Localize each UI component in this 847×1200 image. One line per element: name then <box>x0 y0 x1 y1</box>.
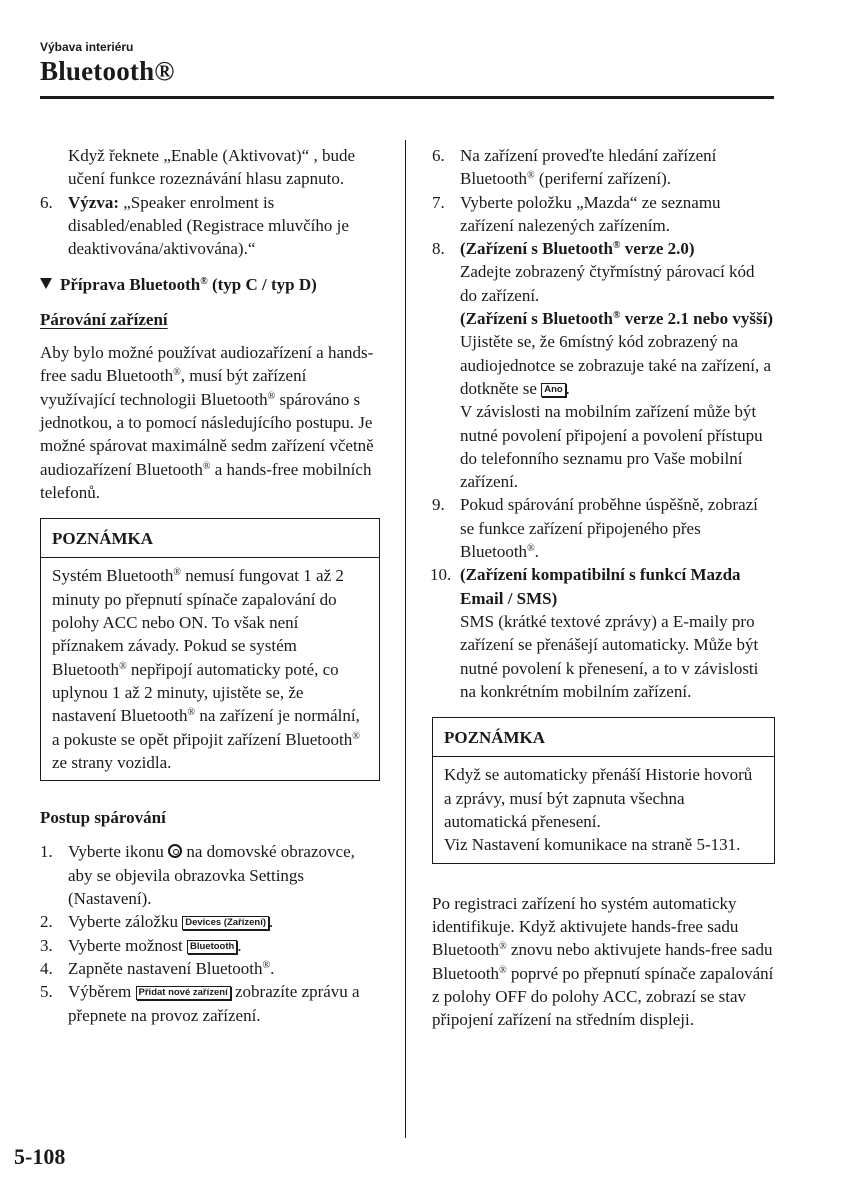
list-item: 10. (Zařízení kompatibilní s funkcí Mazda Email / SMS) SMS (krátké textové zprávy) a E-maily pro zařízení se přenášejí automaticky. Může být nutné povolení k přenesení, a to v závislosti na konkrétním mobilním zařízení. <box>430 565 759 701</box>
list-item: 8. (Zařízení s Bluetooth® verze 2.0) Zadejte zobrazený čtyřmístný párovací kód do zařízení. (Zařízení s Bluetooth® verze 2.1 nebo vyšší) Ujistěte se, že 6místný kód zobrazený na audiojednotce se zobrazuje také na zařízení, a dotkněte se Ano . V závislosti na mobilním zařízení může být nutné povolení připojení a povolení přístupu do telefonního seznamu pro Vaše mobilní zařízení. <box>432 239 773 492</box>
settings-gear-icon <box>168 844 182 858</box>
procedure-steps <box>40 840 380 1026</box>
note-title: POZNÁMKA <box>433 718 774 757</box>
note-body: Systém Bluetooth® nemusí fungovat 1 až 2 minuty po přepnutí spínače zapalování do polohy ACC nebo ON. To však není příznakem závady. Pokud se systém Bluetooth® nepřipojí automaticky poté, co uplynou 1 až 2 minuty, ujistěte se, že nastavení Bluetooth® na zařízení je normální, a pokuste se opět připojit zařízení Bluetooth® ze strany vozidla. <box>52 566 360 772</box>
page-number: 5-108 <box>14 1144 66 1169</box>
version-heading: (Zařízení s Bluetooth® verze 2.0) <box>460 239 695 259</box>
list-item: 5. Výběrem Přidat nové zařízení zobrazíte zprávu a přepnete na provoz zařízení. <box>40 982 360 1025</box>
list-item: 1. Vyberte ikonu na domovské obrazovce, aby se objevila obrazovka Settings (Nastavení). <box>40 842 355 909</box>
list-item: 3. Vyberte možnost Bluetooth . <box>40 935 242 955</box>
note-box <box>432 717 775 863</box>
prompt-text: „Speaker enrolment is disabled/enabled (Registrace mluvčího je deaktivována/aktivována).“ <box>68 192 349 259</box>
email-sms-heading: (Zařízení kompatibilní s funkcí Mazda Email / SMS) <box>460 565 741 608</box>
column-divider <box>405 140 406 1138</box>
step-number: 6. <box>40 192 53 212</box>
devices-tab-button: Devices (Zařízení) <box>182 916 269 930</box>
prompt-label: Výzva: <box>68 192 119 212</box>
pairing-heading: Párování zařízení <box>40 309 168 329</box>
list-item: 6. Na zařízení proveďte hledání zařízení Bluetooth® (periferní zařízení). <box>432 146 717 189</box>
yes-button: Ano <box>541 383 565 397</box>
title-rule <box>40 96 774 99</box>
left-column <box>40 144 380 1027</box>
list-item: 2. Vyberte záložku Devices (Zařízení) . <box>40 912 274 932</box>
section-heading: Příprava Bluetooth® (typ C / typ D) <box>40 273 380 296</box>
note-body: Když se automaticky přenáší Historie hovorů a zprávy, musí být zapnuta všechna automatická přenesení. Viz Nastavení komunikace na straně 5-131. <box>444 765 753 855</box>
pairing-paragraph: Aby bylo možné používat audiozařízení a hands-free sadu Bluetooth®, musí být zařízení využívající technologii Bluetooth® spárováno s jednotkou, a to pomocí následujícího postupu. Je možné spárovat maximálně sedm zařízení včetně audiozařízení Bluetooth® a hands-free mobilních telefonů. <box>40 343 374 502</box>
triangle-down-icon <box>40 278 52 289</box>
note-box <box>40 518 380 781</box>
list-item: 7. Vyberte položku „Mazda“ ze seznamu zařízení nalezených zařízením. <box>432 192 721 235</box>
procedure-heading: Postup spárování <box>40 808 166 828</box>
right-column <box>432 144 775 1031</box>
list-item: 4. Zapněte nastavení Bluetooth®. <box>40 958 275 978</box>
section-label: Výbava interiéru <box>40 40 134 54</box>
voice-step-6 <box>40 191 380 261</box>
step-5-continuation: Když řeknete „Enable (Aktivovat)“ , bude učení funkce rozeznávání hlasu zapnuto. <box>68 146 355 189</box>
note-title: POZNÁMKA <box>41 519 379 558</box>
add-device-button: Přidat nové zařízení <box>136 986 231 1000</box>
bluetooth-button: Bluetooth <box>187 940 237 954</box>
page-title: Bluetooth® <box>40 56 175 86</box>
list-item: 9. Pokud spárování proběhne úspěšně, zobrazí se funkce zařízení připojeného přes Bluetooth®. <box>432 495 758 562</box>
final-paragraph: Po registraci zařízení ho systém automaticky identifikuje. Když aktivujete hands-free sadu Bluetooth® znovu nebo aktivujete hands-free sadu Bluetooth® poprvé po přepnutí spínače zapalování z polohy OFF do polohy ACC, zobrazí se stav připojení zařízení na středním displeji. <box>432 893 774 1030</box>
version-heading: (Zařízení s Bluetooth® verze 2.1 nebo vyšší) <box>460 309 773 329</box>
